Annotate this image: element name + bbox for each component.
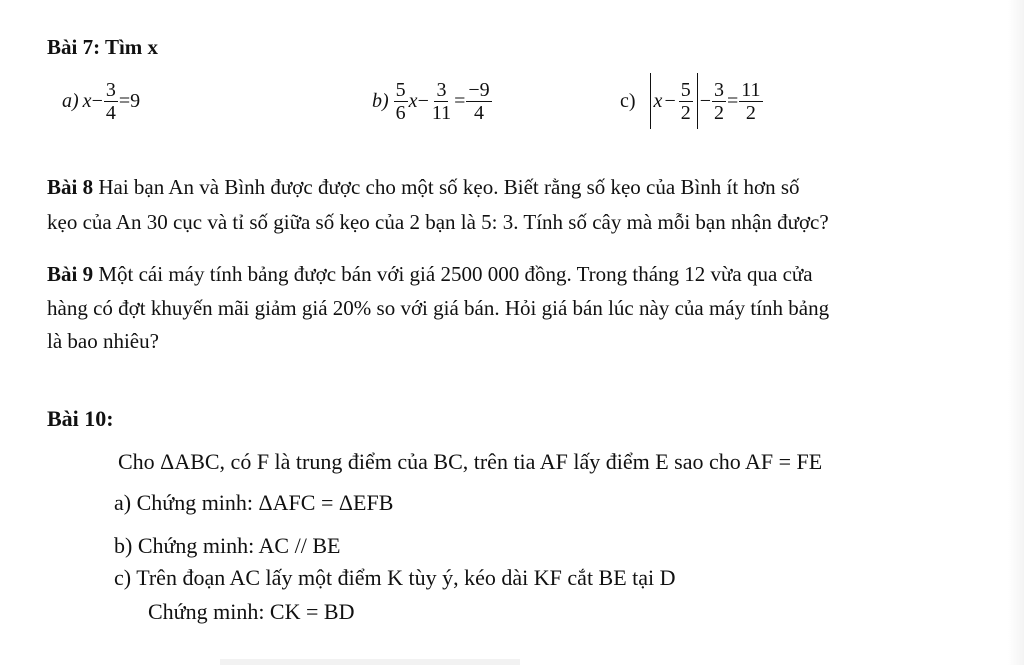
denominator: 4	[105, 101, 116, 124]
bottom-shadow	[220, 659, 520, 665]
denominator: 2	[714, 101, 724, 124]
denominator: 4	[474, 101, 485, 124]
bai10-title: Bài 10:	[47, 406, 114, 431]
equals-sign: =	[727, 89, 739, 112]
bai10-intro: Cho ΔABC, có F là trung điểm của BC, trên tia AF lấy điểm E sao cho AF = FE	[118, 449, 823, 474]
bai10-part-c-line-1: c) Trên đoạn AC lấy một điểm K tùy ý, kéo dài KF cắt BE tại D	[114, 565, 676, 590]
fraction	[739, 79, 762, 124]
denominator: 2	[680, 101, 691, 124]
rhs-value: 9	[130, 89, 141, 112]
bai9-text: Một cái máy tính bảng được bán với giá 2500 000 đồng. Trong tháng 12 vừa qua cửa	[98, 262, 813, 286]
numerator: 11	[741, 78, 761, 101]
fraction	[712, 79, 726, 124]
part-c-label: c)	[620, 89, 636, 112]
numerator: 3	[105, 78, 116, 101]
minus-sign: −	[417, 89, 429, 112]
bai9-line-2: hàng có đợt khuyến mãi giảm giá 20% so với giá bán. Hỏi giá bán lúc này của máy tính bảng	[47, 296, 830, 320]
fraction	[394, 79, 408, 124]
denominator: 2	[745, 101, 756, 124]
bai7-part-b	[372, 66, 493, 136]
bai9-title: Bài 9	[47, 262, 94, 286]
bai8-title: Bài 8	[47, 175, 94, 199]
page-edge-shadow	[1008, 0, 1024, 665]
part-b-label: b)	[372, 89, 389, 112]
equals-sign: =	[454, 89, 466, 112]
minus-sign: −	[664, 89, 676, 112]
numerator: 5	[680, 78, 691, 101]
denominator: 6	[395, 101, 406, 124]
fraction	[104, 79, 118, 124]
minus-sign: −	[91, 89, 103, 112]
bai10-part-c-line-2: Chứng minh: CK = BD	[148, 599, 355, 624]
bai10-part-a: a) Chứng minh: ΔAFC = ΔEFB	[114, 490, 394, 515]
bai7-title: Bài 7: Tìm x	[47, 35, 159, 59]
bai9-line-1	[47, 261, 813, 287]
numerator: 3	[714, 78, 724, 101]
numerator: 5	[395, 78, 406, 101]
fraction	[466, 79, 491, 124]
bai8-line-1	[47, 174, 800, 200]
absolute-value	[650, 73, 698, 129]
var-x: x	[82, 89, 92, 112]
numerator: −9	[468, 78, 490, 101]
fraction	[679, 79, 693, 124]
fraction	[430, 79, 453, 124]
var-x: x	[408, 89, 418, 112]
bai7-part-a	[62, 66, 140, 136]
denominator: 11	[431, 101, 452, 124]
bai8-text: Hai bạn An và Bình được được cho một số kẹo. Biết rằng số kẹo của Bình ít hơn số	[98, 175, 800, 199]
bai10-part-b: b) Chứng minh: AC // BE	[114, 533, 341, 558]
bai8-line-2: kẹo của An 30 cục và tỉ số giữa số kẹo của 2 bạn là 5: 3. Tính số cây mà mỗi bạn nhận được?	[47, 210, 829, 234]
minus-sign: −	[699, 89, 711, 112]
var-x: x	[653, 89, 663, 112]
equals-sign: =	[118, 89, 131, 112]
bai9-line-3: là bao nhiêu?	[47, 329, 159, 353]
part-a-label: a)	[62, 89, 79, 112]
numerator: 3	[436, 78, 447, 101]
bai7-part-c	[620, 66, 764, 136]
